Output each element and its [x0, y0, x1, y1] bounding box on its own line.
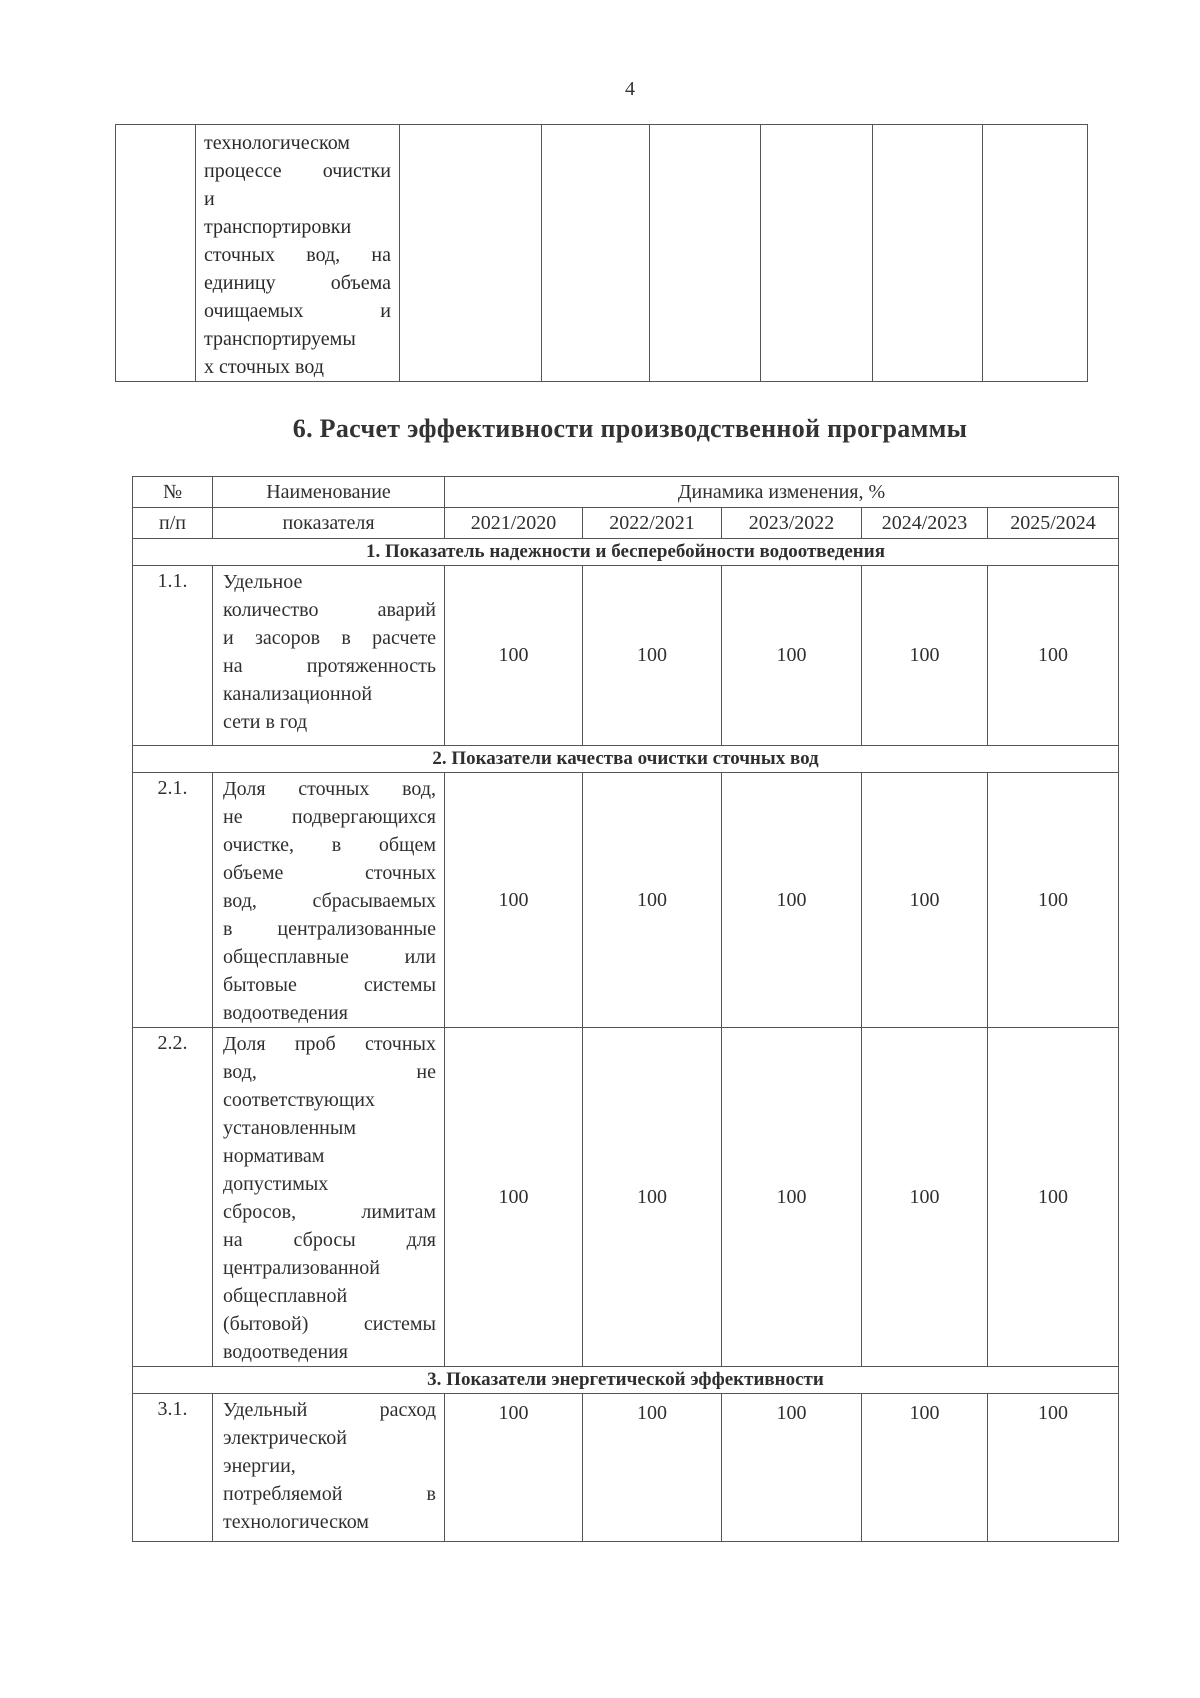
indicator-name-line: технологическом — [223, 1511, 369, 1533]
indicator-name-line: Удельное — [223, 571, 303, 593]
indicator-name-line: допустимых — [223, 1173, 329, 1195]
indicator-name-line: вод, сбрасываемых — [223, 890, 436, 912]
continuation-text-line: единицу объема — [204, 272, 391, 294]
dynamics-value: 100 — [722, 773, 862, 1028]
indicator-name-line: энергии, — [223, 1455, 296, 1477]
efficiency-table — [132, 476, 1119, 1542]
dynamics-value: 100 — [445, 773, 583, 1028]
row-number: 2.1. — [133, 773, 213, 1028]
row-number: 1.1. — [133, 566, 213, 746]
dynamics-value: 100 — [988, 1028, 1119, 1367]
indicator-name-line: Доля проб сточных — [223, 1033, 436, 1055]
header-num-top: № — [133, 477, 213, 508]
dynamics-value: 100 — [445, 1394, 583, 1542]
indicator-name-line: на протяженность — [223, 655, 436, 677]
indicator-name-line: электрической — [223, 1427, 347, 1449]
indicator-name-line: на сбросы для — [223, 1229, 436, 1251]
indicator-name-line: установленным — [223, 1117, 356, 1139]
group-row — [133, 1367, 1119, 1394]
continuation-text-line: сточных вод, на — [204, 244, 391, 266]
row-number: 3.1. — [133, 1394, 213, 1542]
continuation-text-line: технологическом — [204, 132, 350, 154]
continuation-text-line: очищаемых и — [204, 300, 391, 322]
continuation-value-cell — [400, 125, 542, 382]
dynamics-value: 100 — [862, 1394, 988, 1542]
indicator-name-line: водоотведения — [223, 1002, 348, 1024]
dynamics-value: 100 — [862, 773, 988, 1028]
continuation-text-line: транспортировки — [204, 216, 352, 238]
indicator-name — [213, 1394, 445, 1542]
indicator-name-line: общесплавные или — [223, 946, 436, 968]
indicator-name-line: в централизованные — [223, 918, 436, 940]
continuation-text-line: транспортируемы — [204, 328, 356, 350]
continuation-value-cell — [650, 125, 761, 382]
section-title: 6. Расчет эффективности производственной программы — [292, 414, 968, 443]
continuation-value-cell — [873, 125, 983, 382]
continuation-num-cell — [116, 125, 196, 382]
continuation-value-cell — [542, 125, 650, 382]
indicator-name-line: вод, не — [223, 1061, 436, 1083]
group-title: 3. Показатели энергетической эффективности — [133, 1367, 1119, 1394]
header-row-2 — [133, 508, 1119, 539]
continuation-value-cell — [761, 125, 873, 382]
dynamics-value: 100 — [722, 1394, 862, 1542]
continuation-name-cell — [196, 125, 400, 382]
continuation-text-line: процессе очистки — [204, 160, 391, 182]
group-title: 1. Показатель надежности и бесперебойности водоотведения — [133, 539, 1119, 566]
indicator-name-line: потребляемой в — [223, 1483, 436, 1505]
dynamics-value: 100 — [583, 1394, 722, 1542]
continuation-value-cell — [983, 125, 1088, 382]
header-row-1 — [133, 477, 1119, 508]
table-row — [133, 1028, 1119, 1367]
continuation-name-text — [196, 125, 399, 381]
table-row — [133, 773, 1119, 1028]
indicator-name-line: количество аварий — [223, 599, 436, 621]
continuation-text-line: и — [204, 188, 215, 210]
group-row — [133, 746, 1119, 773]
dynamics-value: 100 — [988, 566, 1119, 746]
indicator-name-line: не подвергающихся — [223, 806, 436, 828]
dynamics-value: 100 — [722, 566, 862, 746]
indicator-name-line: Доля сточных вод, — [223, 778, 436, 800]
indicator-name-line: бытовые системы — [223, 974, 436, 996]
dynamics-value: 100 — [583, 1028, 722, 1367]
indicator-name-line: нормативам — [223, 1145, 325, 1167]
dynamics-value: 100 — [583, 566, 722, 746]
header-year: 2021/2020 — [445, 508, 583, 539]
indicator-name-line: (бытовой) системы — [223, 1313, 436, 1335]
header-year: 2022/2021 — [583, 508, 722, 539]
header-year: 2024/2023 — [862, 508, 988, 539]
indicator-name — [213, 566, 445, 746]
dynamics-value: 100 — [862, 1028, 988, 1367]
continuation-table — [115, 124, 1088, 382]
header-name-bottom: показателя — [213, 508, 445, 539]
header-name-top: Наименование — [213, 477, 445, 508]
dynamics-value: 100 — [722, 1028, 862, 1367]
header-dynamics: Динамика изменения, % — [445, 477, 1119, 508]
header-num-bottom: п/п — [133, 508, 213, 539]
dynamics-value: 100 — [988, 1394, 1119, 1542]
row-number: 2.2. — [133, 1028, 213, 1367]
group-row — [133, 539, 1119, 566]
indicator-name-line: объеме сточных — [223, 862, 436, 884]
dynamics-value: 100 — [445, 566, 583, 746]
dynamics-value: 100 — [988, 773, 1119, 1028]
indicator-name-line: Удельный расход — [223, 1399, 436, 1421]
indicator-name-line: сети в год — [223, 711, 308, 733]
indicator-name-line: очистке, в общем — [223, 834, 436, 856]
header-year: 2023/2022 — [722, 508, 862, 539]
dynamics-value: 100 — [583, 773, 722, 1028]
indicator-name-line: и засоров в расчете — [223, 627, 436, 649]
indicator-name-line: централизованной — [223, 1257, 380, 1279]
page-number: 4 — [625, 78, 635, 100]
dynamics-value: 100 — [445, 1028, 583, 1367]
indicator-name-line: канализационной — [223, 683, 373, 705]
header-year: 2025/2024 — [988, 508, 1119, 539]
indicator-name — [213, 773, 445, 1028]
indicator-name-line: общесплавной — [223, 1285, 348, 1307]
table-row — [133, 1394, 1119, 1542]
indicator-name-line: соответствующих — [223, 1089, 375, 1111]
group-title: 2. Показатели качества очистки сточных вод — [133, 746, 1119, 773]
dynamics-value: 100 — [862, 566, 988, 746]
table-row — [133, 566, 1119, 746]
indicator-name-line: сбросов, лимитам — [223, 1201, 436, 1223]
continuation-text-line: х сточных вод — [204, 356, 324, 378]
indicator-name-line: водоотведения — [223, 1341, 348, 1363]
indicator-name — [213, 1028, 445, 1367]
